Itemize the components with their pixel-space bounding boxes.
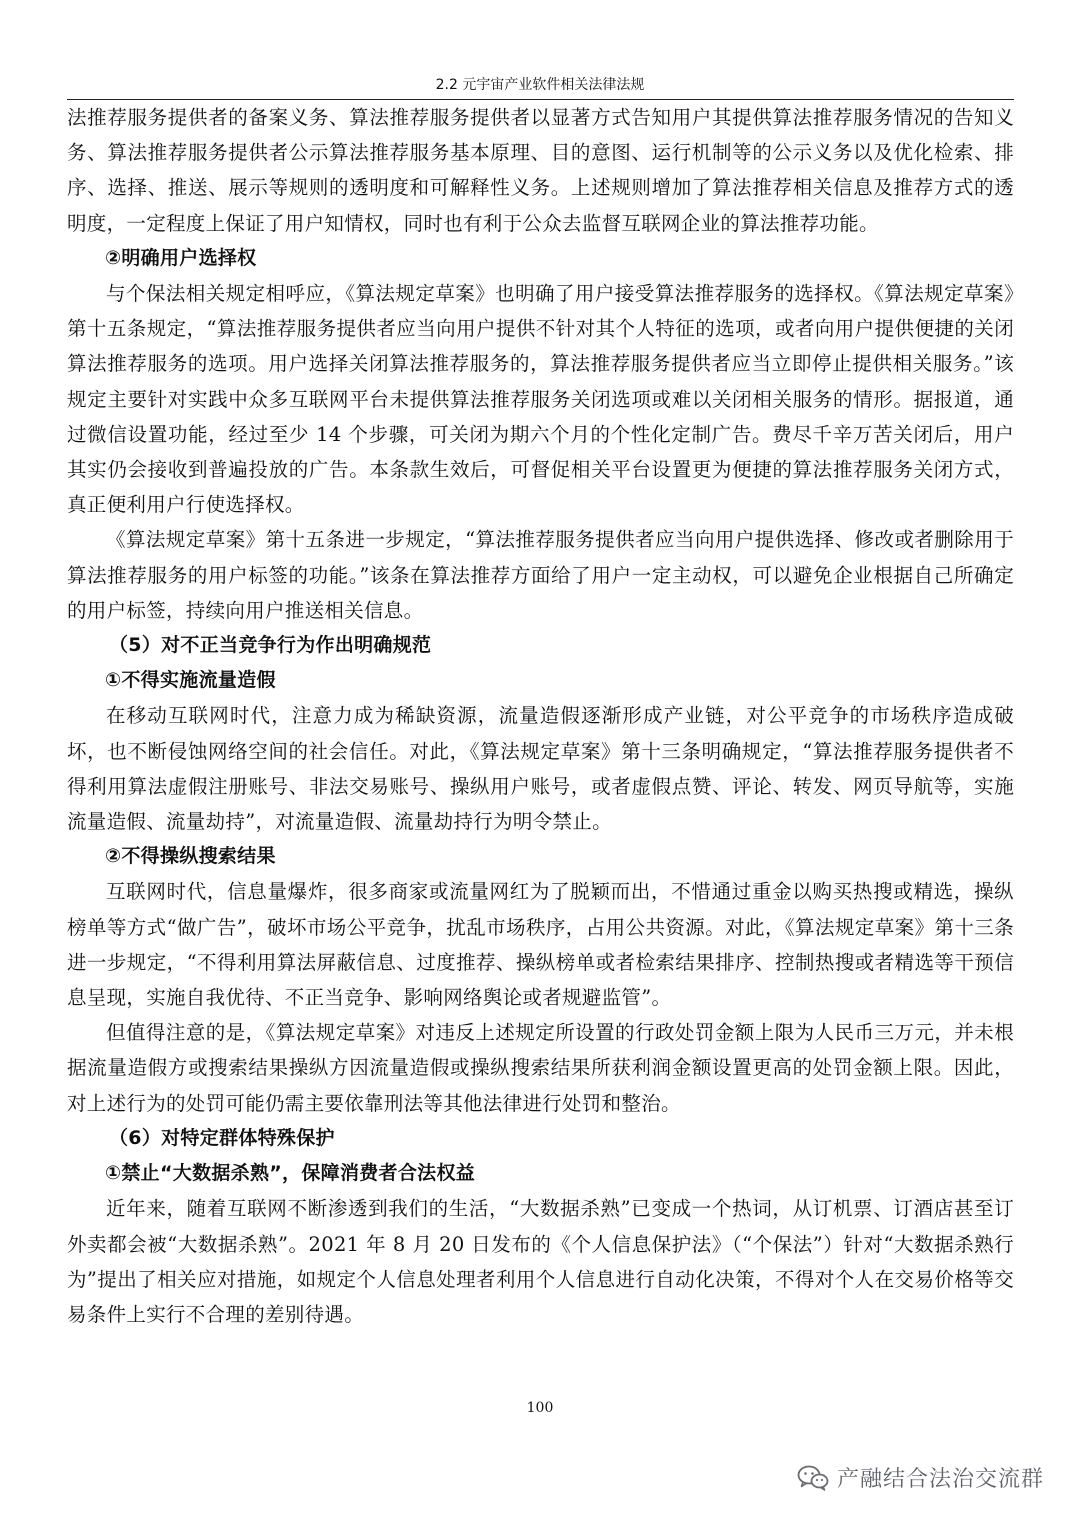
paragraph: 近年来，随着互联网不断渗透到我们的生活，“大数据杀熟”已变成一个热词，从订机票、订酒店甚至订外卖都会被“大数据杀熟”。2021 年 8 月 20 日发布的《个人信息保护法》（“个保法”）针对“大数据杀熟行为”提出了相关应对措施，如规定个人信息处理者利用个人信息进行自动化决策，不得对个人在交易价格等交易条件上实行不合理的差别待遇。 — [67, 1197, 1014, 1326]
subheading-search-manipulation: ②不得操纵搜索结果 — [105, 845, 276, 868]
paragraph: 《算法规定草案》第十五条进一步规定，“算法推荐服务提供者应当向用户提供选择、修改或者删除用于算法推荐服务的用户标签的功能。”该条在算法推荐方面给了用户一定主动权，可以避免企业根据自己所确定的用户标签，持续向用户推送相关信息。 — [67, 528, 1014, 622]
subheading-traffic-fraud: ①不得实施流量造假 — [105, 669, 276, 692]
section-heading-unfair-competition: （5）对不正当竞争行为作出明确规范 — [109, 634, 432, 657]
paragraph-continuation: 法推荐服务提供者的备案义务、算法推荐服务提供者以显著方式告知用户其提供算法推荐服务情况的告知义务、算法推荐服务提供者公示算法推荐服务基本原理、目的意图、运行机制等的公示义务以及优化检索、排序、选择、推送、展示等规则的透明度和可解释性义务。上述规则增加了算法推荐相关信息及推荐方式的透明度，一定程度上保证了用户知情权，同时也有利于公众去监督互联网企业的算法推荐功能。 — [67, 106, 1014, 235]
page-number: 100 — [526, 1400, 554, 1416]
paragraph: 与个保法相关规定相呼应，《算法规定草案》也明确了用户接受算法推荐服务的选择权。《算法规定草案》第十五条规定，“算法推荐服务提供者应当向用户提供不针对其个人特征的选项，或者向用户提供便捷的关闭算法推荐服务的选项。用户选择关闭算法推荐服务的，算法推荐服务提供者应当立即停止提供相关服务。”该规定主要针对实践中众多互联网平台未提供算法推荐服务关闭选项或难以关闭相关服务的情形。据报道，通过微信设置功能，经过至少 14 个步骤，可关闭为期六个月的个性化定制广告。费尽千辛万苦关闭后，用户其实仍会接收到普遍投放的广告。本条款生效后，可督促相关平台设置更为便捷的算法推荐服务关闭方式，真正便利用户行使选择权。 — [67, 282, 1014, 517]
paragraph: 在移动互联网时代，注意力成为稀缺资源，流量造假逐渐形成产业链，对公平竞争的市场秩序造成破坏，也不断侵蚀网络空间的社会信任。对此，《算法规定草案》第十三条明确规定，“算法推荐服务提供者不得利用算法虚假注册账号、非法交易账号、操纵用户账号，或者虚假点赞、评论、转发、网页导航等，实施流量造假、流量劫持”，对流量造假、流量劫持行为明令禁止。 — [67, 704, 1014, 834]
running-header: 2.2 元宇宙产业软件相关法律法规 — [435, 77, 645, 93]
watermark-text: 产融结合法治交流群 — [836, 1467, 1044, 1492]
section-heading-special-groups: （6）对特定群体特殊保护 — [109, 1126, 335, 1149]
wechat-icon — [797, 1464, 829, 1492]
paragraph: 互联网时代，信息量爆炸，很多商家或流量网红为了脱颖而出，不惜通过重金以购买热搜或精选，操纵榜单等方式“做广告”，破坏市场公平竞争，扰乱市场秩序，占用公共资源。对此，《算法规定草案》第十三条进一步规定，“不得利用算法屏蔽信息、过度推荐、操纵榜单或者检索结果排序、控制热搜或者精选等干预信息呈现，实施自我优待、不正当竞争、影响网络舆论或者规避监管”。 — [67, 880, 1014, 1010]
subheading-user-choice: ②明确用户选择权 — [105, 246, 257, 269]
document-body — [67, 100, 1014, 1332]
watermark — [797, 1462, 1044, 1493]
paragraph: 但值得注意的是，《算法规定草案》对违反上述规定所设置的行政处罚金额上限为人民币三万元，并未根据流量造假方或搜索结果操纵方因流量造假或操纵搜索结果所获利润金额设置更高的处罚金额上限。因此，对上述行为的处罚可能仍需主要依靠刑法等其他法律进行处罚和整治。 — [67, 1021, 1014, 1115]
subheading-big-data-pricing: ①禁止“大数据杀熟”，保障消费者合法权益 — [105, 1162, 476, 1185]
